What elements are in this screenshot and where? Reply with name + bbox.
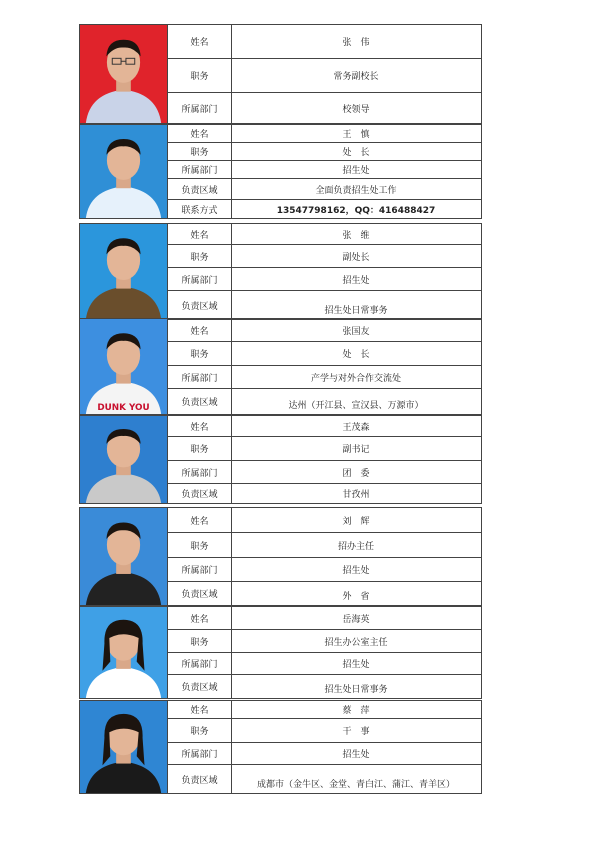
position-value: 副处长 bbox=[342, 252, 370, 263]
position-label: 职务 bbox=[168, 342, 232, 365]
row-area bbox=[167, 388, 482, 415]
row-department bbox=[167, 92, 482, 124]
row-department bbox=[167, 557, 482, 581]
row-area bbox=[167, 581, 482, 606]
area-value: 达州（开江县、宣汉县、万源市） bbox=[288, 401, 424, 411]
row-name bbox=[167, 24, 482, 58]
department-label: 所属部门 bbox=[168, 558, 232, 581]
info-table bbox=[167, 415, 482, 504]
staff-photo bbox=[79, 318, 168, 415]
area-label: 负责区域 bbox=[168, 582, 232, 605]
row-position bbox=[167, 341, 482, 365]
row-area bbox=[167, 483, 482, 504]
department-label: 所属部门 bbox=[168, 653, 232, 674]
name-value: 张 维 bbox=[342, 230, 370, 241]
staff-photo bbox=[79, 223, 168, 320]
staff-photo bbox=[79, 415, 168, 504]
staff-record bbox=[79, 606, 482, 699]
staff-photo bbox=[79, 606, 168, 699]
staff-record bbox=[79, 223, 482, 320]
row-department bbox=[167, 460, 482, 483]
row-department bbox=[167, 160, 482, 178]
row-department bbox=[167, 267, 482, 290]
info-table bbox=[167, 223, 482, 320]
position-value: 招办主任 bbox=[337, 541, 374, 552]
department-value: 招生处 bbox=[342, 275, 370, 286]
name-label: 姓名 bbox=[168, 125, 232, 142]
row-name bbox=[167, 507, 482, 532]
department-label: 所属部门 bbox=[168, 366, 232, 388]
department-value: 招生处 bbox=[342, 750, 370, 760]
area-value: 成都市（金牛区、金堂、青白江、蒲江、青羊区） bbox=[256, 780, 455, 790]
department-value: 招生处 bbox=[342, 566, 370, 576]
department-label: 所属部门 bbox=[168, 161, 232, 178]
area-value: 外 省 bbox=[342, 592, 370, 602]
row-department bbox=[167, 742, 482, 764]
staff-photo bbox=[79, 124, 168, 219]
row-department bbox=[167, 365, 482, 388]
name-label: 姓名 bbox=[168, 701, 232, 718]
contact-value: 13547798162，QQ：416488427 bbox=[276, 205, 436, 216]
info-table bbox=[167, 24, 482, 124]
department-label: 所属部门 bbox=[168, 461, 232, 483]
row-name bbox=[167, 700, 482, 718]
row-position bbox=[167, 58, 482, 92]
name-label: 姓名 bbox=[168, 508, 232, 532]
name-value: 蔡 萍 bbox=[342, 706, 370, 716]
area-label: 负责区域 bbox=[168, 484, 232, 503]
staff-photo bbox=[79, 24, 168, 124]
area-value: 甘孜州 bbox=[342, 490, 370, 500]
row-area bbox=[167, 674, 482, 699]
position-value: 干 事 bbox=[342, 727, 370, 737]
row-name bbox=[167, 124, 482, 142]
info-table bbox=[167, 700, 482, 794]
row-position bbox=[167, 436, 482, 460]
department-label: 所属部门 bbox=[168, 743, 232, 764]
row-area bbox=[167, 290, 482, 320]
name-label: 姓名 bbox=[168, 224, 232, 244]
area-value: 招生处日常事务 bbox=[324, 685, 388, 695]
info-table bbox=[167, 124, 482, 219]
position-value: 处 长 bbox=[342, 350, 370, 360]
staff-photo bbox=[79, 700, 168, 794]
name-value: 张国友 bbox=[342, 326, 370, 337]
position-value: 副书记 bbox=[342, 445, 370, 455]
position-label: 职务 bbox=[168, 719, 232, 742]
area-value: 招生处日常事务 bbox=[324, 306, 388, 316]
position-label: 职务 bbox=[168, 245, 232, 267]
row-name bbox=[167, 606, 482, 629]
position-label: 职务 bbox=[168, 437, 232, 460]
row-position bbox=[167, 629, 482, 652]
staff-record bbox=[79, 700, 482, 794]
staff-photo bbox=[79, 507, 168, 606]
staff-record bbox=[79, 415, 482, 504]
row-position bbox=[167, 532, 482, 557]
department-label: 所属部门 bbox=[168, 93, 232, 123]
department-value: 团 委 bbox=[342, 468, 370, 479]
area-label: 负责区域 bbox=[168, 389, 232, 414]
info-table bbox=[167, 606, 482, 699]
name-label: 姓名 bbox=[168, 25, 232, 58]
row-department bbox=[167, 652, 482, 674]
staff-record bbox=[79, 124, 482, 219]
name-label: 姓名 bbox=[168, 319, 232, 341]
department-value: 招生处 bbox=[342, 660, 370, 670]
area-label: 负责区域 bbox=[168, 675, 232, 698]
staff-record bbox=[79, 24, 482, 124]
department-value: 招生处 bbox=[342, 166, 370, 176]
staff-record bbox=[79, 318, 482, 415]
name-value: 岳海英 bbox=[342, 614, 370, 625]
row-position bbox=[167, 718, 482, 742]
info-table bbox=[167, 507, 482, 606]
row-name bbox=[167, 415, 482, 436]
row-name bbox=[167, 223, 482, 244]
position-label: 职务 bbox=[168, 59, 232, 92]
position-label: 职务 bbox=[168, 533, 232, 557]
name-value: 王 慎 bbox=[342, 130, 370, 140]
position-value: 处 长 bbox=[342, 148, 370, 158]
area-value: 全面负责招生处工作 bbox=[315, 185, 397, 196]
department-value: 产学与对外合作交流处 bbox=[310, 373, 401, 384]
position-label: 职务 bbox=[168, 630, 232, 652]
name-value: 王茂森 bbox=[342, 422, 370, 433]
row-contact bbox=[167, 199, 482, 219]
row-position bbox=[167, 244, 482, 267]
row-area bbox=[167, 764, 482, 794]
area-label: 负责区域 bbox=[168, 291, 232, 319]
position-label: 职务 bbox=[168, 143, 232, 160]
name-value: 张 伟 bbox=[342, 38, 370, 48]
name-label: 姓名 bbox=[168, 416, 232, 436]
area-label: 负责区域 bbox=[168, 179, 232, 199]
area-label: 负责区域 bbox=[168, 765, 232, 793]
contact-label: 联系方式 bbox=[168, 200, 232, 218]
svg-text:DUNK YOU: DUNK YOU bbox=[97, 403, 150, 414]
staff-record bbox=[79, 507, 482, 606]
name-label: 姓名 bbox=[168, 607, 232, 629]
row-name bbox=[167, 318, 482, 341]
row-area bbox=[167, 178, 482, 199]
department-label: 所属部门 bbox=[168, 268, 232, 290]
name-value: 刘 辉 bbox=[342, 516, 370, 527]
row-position bbox=[167, 142, 482, 160]
position-value: 常务副校长 bbox=[333, 72, 379, 82]
position-value: 招生办公室主任 bbox=[324, 637, 388, 648]
info-table bbox=[167, 318, 482, 415]
department-value: 校领导 bbox=[342, 104, 370, 115]
